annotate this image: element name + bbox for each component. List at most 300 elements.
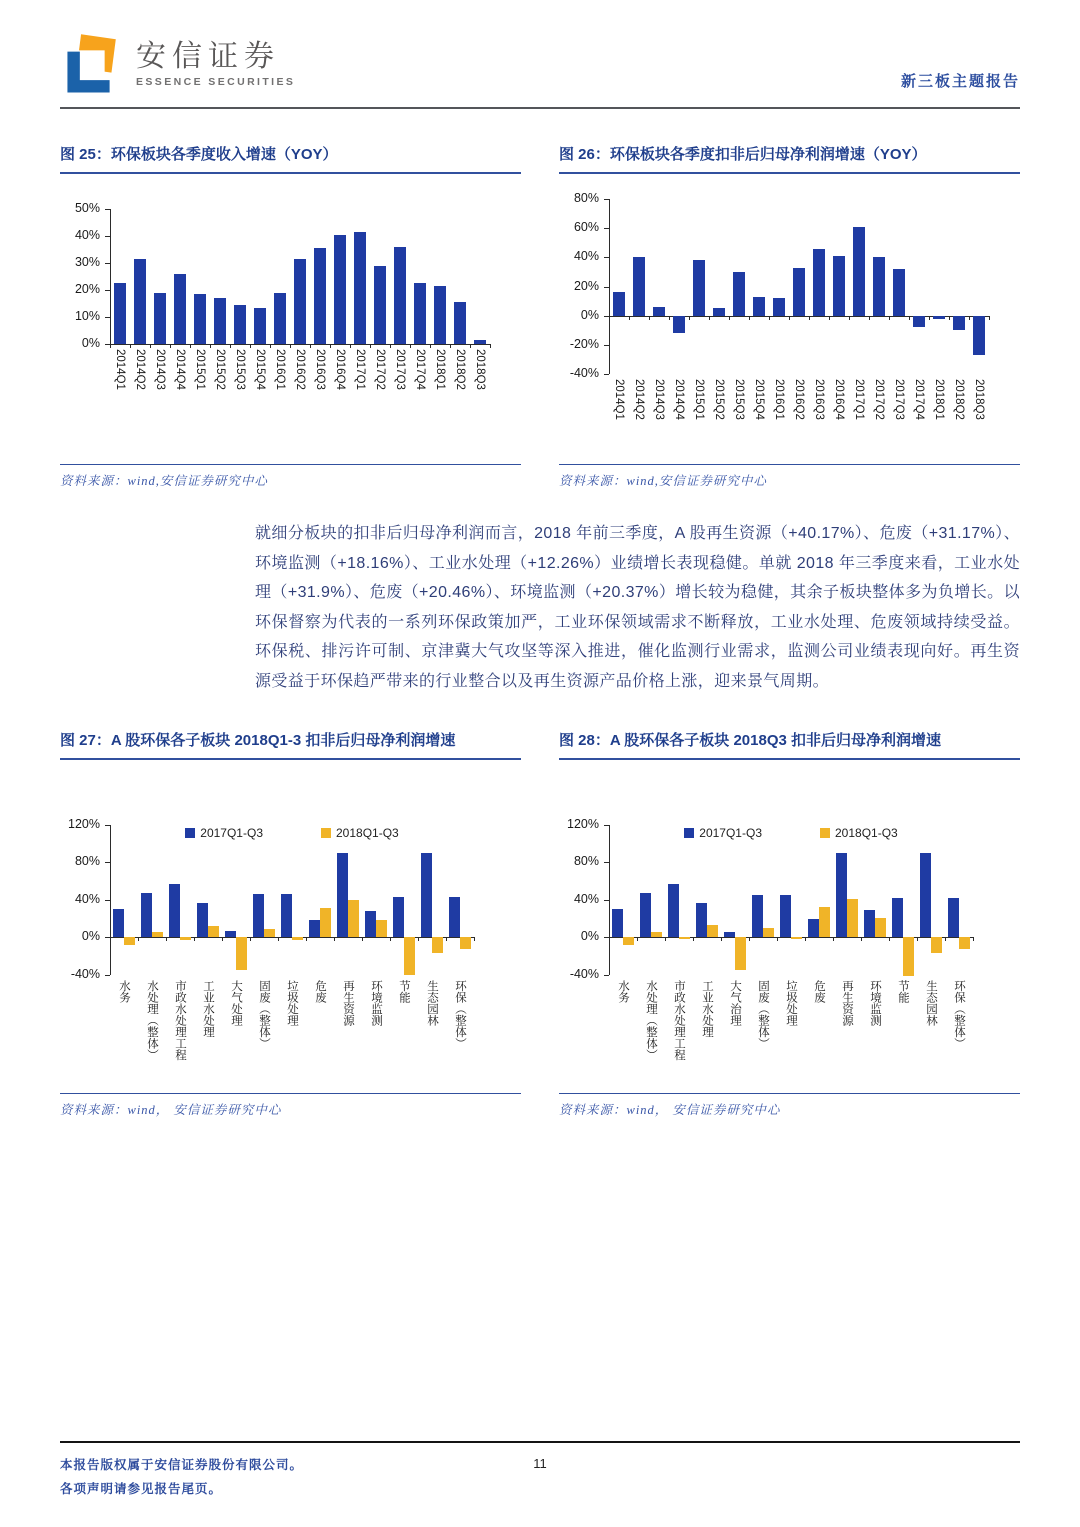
bar — [474, 340, 486, 344]
x-category — [418, 980, 446, 1090]
figure-27-source: 资料来源：wind， 安信证券研究中心 — [60, 1093, 521, 1118]
x-tick — [849, 316, 850, 320]
x-category — [805, 980, 833, 1090]
x-tick — [222, 937, 223, 941]
x-tick — [669, 316, 670, 320]
plot-area — [609, 825, 973, 975]
x-category-label: 大气治理 — [729, 979, 742, 1026]
y-tick-label: 40% — [74, 228, 100, 242]
bar — [623, 937, 634, 945]
x-category-label: 2018Q3 — [973, 379, 986, 420]
bar — [365, 911, 376, 937]
x-category — [370, 349, 390, 431]
x-category — [777, 980, 805, 1090]
x-tick — [306, 937, 307, 941]
y-tick-label: 60% — [573, 220, 599, 235]
figure-26-title: 图 26：环保板块各季度扣非后归母净利润增速（YOY） — [559, 143, 1020, 174]
footer-copyright-line: 本报告版权属于安信证券股份有限公司。 — [60, 1458, 304, 1472]
figure-26-source: 资料来源：wind,安信证券研究中心 — [559, 464, 1020, 489]
x-category-label: 2017Q2 — [873, 379, 886, 420]
y-tick-label: 120% — [567, 816, 599, 831]
bar — [773, 298, 785, 316]
bar — [281, 894, 292, 937]
bar — [393, 897, 404, 937]
legend-swatch — [820, 828, 830, 838]
legend-label: 2017Q1-Q3 — [200, 825, 263, 840]
y-tick — [105, 975, 110, 976]
x-category-label: 2014Q2 — [134, 349, 147, 390]
y-tick-label: 50% — [74, 201, 100, 215]
x-category — [789, 379, 809, 461]
x-category-label: 工业水处理 — [202, 979, 215, 1038]
bar — [404, 937, 415, 975]
x-category-label: 节能 — [398, 979, 411, 1003]
bar — [853, 227, 865, 316]
x-category-label: 2017Q4 — [414, 349, 427, 390]
x-category-label: 2016Q4 — [833, 379, 846, 420]
x-category — [969, 379, 989, 461]
x-tick — [110, 344, 111, 348]
x-tick — [889, 937, 890, 941]
x-tick — [490, 344, 491, 348]
x-category-label: 2017Q1 — [354, 349, 367, 390]
x-tick — [138, 937, 139, 941]
bar — [152, 932, 163, 937]
bar — [169, 884, 180, 937]
x-category-label: 生态园林 — [426, 979, 439, 1026]
x-category-label: 2015Q1 — [194, 349, 207, 390]
x-tick — [230, 344, 231, 348]
y-tick-label: 40% — [573, 249, 599, 264]
x-category — [749, 379, 769, 461]
y-axis-line — [110, 209, 111, 344]
bar — [134, 259, 146, 344]
bar — [294, 259, 306, 344]
bar — [873, 257, 885, 315]
x-category-label: 危废 — [813, 979, 826, 1003]
x-category — [230, 349, 250, 431]
x-category — [609, 980, 637, 1090]
x-category-label: 2016Q3 — [813, 379, 826, 420]
figure-row-2 — [60, 729, 1020, 1118]
x-category — [210, 349, 230, 431]
quarterly-net-profit-growth-chart — [559, 191, 1020, 464]
figure-25-title: 图 25：环保板块各季度收入增速（YOY） — [60, 143, 521, 174]
bar — [421, 853, 432, 937]
x-category — [470, 349, 490, 431]
legend-label: 2018Q1-Q3 — [336, 825, 399, 840]
x-category — [729, 379, 749, 461]
legend-swatch — [684, 828, 694, 838]
x-tick — [721, 937, 722, 941]
bar — [875, 918, 886, 937]
x-tick — [769, 316, 770, 320]
bar — [948, 898, 959, 937]
x-labels — [110, 349, 490, 431]
x-tick — [150, 344, 151, 348]
bar — [613, 292, 625, 315]
bar — [194, 294, 206, 344]
bar — [174, 274, 186, 344]
x-category-label: 2015Q3 — [234, 349, 247, 390]
figure-26 — [559, 143, 1020, 489]
bar — [334, 235, 346, 344]
x-category-label: 2016Q3 — [314, 349, 327, 390]
x-category — [350, 349, 370, 431]
x-category-label: 市政水处理工程 — [174, 979, 187, 1061]
x-category-label: 2018Q1 — [434, 349, 447, 390]
x-tick — [909, 316, 910, 320]
x-category-label: 环境监测 — [370, 979, 383, 1026]
y-tick-label: 0% — [580, 929, 599, 944]
bar — [903, 937, 914, 975]
x-category — [430, 349, 450, 431]
x-category-label: 2018Q2 — [953, 379, 966, 420]
x-category-label: 2017Q3 — [893, 379, 906, 420]
y-tick-label: 20% — [74, 282, 100, 296]
essence-securities-logo-icon — [60, 33, 122, 95]
x-tick — [290, 344, 291, 348]
x-category — [637, 980, 665, 1090]
y-tick-label: 10% — [74, 309, 100, 323]
x-tick — [973, 937, 974, 941]
x-category-label: 2016Q2 — [294, 349, 307, 390]
figure-25-head — [60, 143, 521, 181]
x-category — [929, 379, 949, 461]
x-tick — [470, 344, 471, 348]
x-category-label: 工业水处理 — [701, 979, 714, 1038]
y-axis-line — [609, 825, 610, 975]
brand-name-cn: 安信证券 — [136, 40, 280, 73]
header — [60, 33, 1020, 109]
brand-logo — [60, 33, 295, 95]
x-category-label: 垃圾处理 — [286, 979, 299, 1026]
y-tick-label: 0% — [81, 336, 100, 350]
bar — [808, 919, 819, 937]
bar — [651, 932, 662, 937]
x-category — [669, 379, 689, 461]
x-category — [945, 980, 973, 1090]
x-category-label: 2017Q2 — [374, 349, 387, 390]
x-tick — [637, 937, 638, 941]
bar — [214, 298, 226, 344]
report-type-label: 新三板主题报告 — [900, 73, 1020, 90]
x-tick — [334, 937, 335, 941]
x-tick — [869, 316, 870, 320]
bar — [753, 297, 765, 316]
x-tick — [709, 316, 710, 320]
x-tick — [166, 937, 167, 941]
x-tick — [450, 344, 451, 348]
bar — [460, 937, 471, 949]
x-category-label: 市政水处理工程 — [673, 979, 686, 1061]
bar — [314, 248, 326, 344]
x-category-label: 2017Q3 — [394, 349, 407, 390]
y-tick — [604, 374, 609, 375]
x-category — [721, 980, 749, 1090]
x-category-label: 2014Q3 — [653, 379, 666, 420]
x-tick — [929, 316, 930, 320]
y-tick-label: -40% — [569, 966, 599, 981]
x-category-label: 危废 — [314, 979, 327, 1003]
x-tick — [418, 937, 419, 941]
x-tick — [130, 344, 131, 348]
brand-name-en: ESSENCE SECURITIES — [136, 76, 296, 88]
bar — [309, 920, 320, 937]
x-tick — [829, 316, 830, 320]
y-axis-line — [110, 825, 111, 975]
x-tick — [390, 937, 391, 941]
y-tick-label: 80% — [74, 854, 100, 869]
x-category-label: 固废（整体） — [258, 979, 271, 1049]
bar — [673, 316, 685, 334]
x-category — [889, 980, 917, 1090]
x-tick — [278, 937, 279, 941]
x-category — [889, 379, 909, 461]
body-paragraph: 就细分板块的扣非后归母净利润而言，2018 年前三季度，A 股再生资源（+40.17%）、危废（+31.17%）、环境监测（+18.16%）、工业水处理（+12.26%）业绩增长表现稳健。单就 2018 年三季度来看，工业水处理（+31.9%）、危废（+20.46%）、环境监测（+20.37%）增长较为稳健，其余子板块整体多为负增长。以环保督察为代表的一系列环保政策加严，工业环保领域需求不断释放，工业水处理、危废领域持续受益。环保税、排污许可制、京津冀大气攻坚等深入推进，催化监测行业需求，监测公司业绩表现向好。再生资源受益于环保趋严带来的行业整合以及再生资源产品价格上涨，迎来景气周期。 — [255, 525, 1020, 690]
x-tick — [350, 344, 351, 348]
x-category — [166, 980, 194, 1090]
plot-area — [110, 209, 490, 344]
x-tick — [270, 344, 271, 348]
x-tick — [777, 937, 778, 941]
x-labels — [609, 980, 973, 1090]
y-tick-label: 40% — [573, 891, 599, 906]
x-category-label: 水务 — [118, 979, 131, 1003]
x-category-label: 生态园林 — [925, 979, 938, 1026]
figure-27-title: 图 27：A 股环保各子板块 2018Q1-3 扣非后归母净利润增速 — [60, 729, 521, 760]
legend-label: 2017Q1-Q3 — [699, 825, 762, 840]
bar — [959, 937, 970, 949]
bar — [973, 316, 985, 355]
x-category — [290, 349, 310, 431]
bar — [633, 257, 645, 315]
x-category-label: 2015Q2 — [214, 349, 227, 390]
bar — [640, 893, 651, 937]
x-category — [693, 980, 721, 1090]
brand-text — [136, 40, 295, 88]
x-tick — [629, 316, 630, 320]
bar — [668, 884, 679, 937]
y-tick-label: 120% — [68, 816, 100, 831]
x-category-label: 2016Q1 — [274, 349, 287, 390]
x-tick — [789, 316, 790, 320]
y-tick-label: 0% — [81, 929, 100, 944]
x-category — [110, 349, 130, 431]
bar — [225, 931, 236, 937]
bar — [432, 937, 443, 953]
bar — [735, 937, 746, 970]
x-category — [390, 349, 410, 431]
x-category-label: 2015Q4 — [753, 379, 766, 420]
x-category — [949, 379, 969, 461]
y-tick-label: -20% — [569, 336, 599, 351]
x-category — [150, 349, 170, 431]
y-tick-label: 30% — [74, 255, 100, 269]
bar — [414, 283, 426, 344]
x-tick — [609, 316, 610, 320]
x-category-label: 2016Q2 — [793, 379, 806, 420]
legend-item — [820, 826, 898, 840]
x-category — [250, 980, 278, 1090]
x-category-label: 2017Q1 — [853, 379, 866, 420]
bar — [254, 308, 266, 344]
x-tick — [945, 937, 946, 941]
bar — [141, 893, 152, 937]
x-category-label: 2015Q3 — [733, 379, 746, 420]
x-category — [310, 349, 330, 431]
x-tick — [310, 344, 311, 348]
bar — [819, 907, 830, 937]
bar — [833, 256, 845, 316]
bar — [893, 269, 905, 316]
x-category-label: 2017Q4 — [913, 379, 926, 420]
x-tick — [809, 316, 810, 320]
bar — [763, 928, 774, 937]
legend-swatch — [185, 828, 195, 838]
x-category — [829, 379, 849, 461]
legend-swatch — [321, 828, 331, 838]
bar — [864, 910, 875, 937]
figure-26-head — [559, 143, 1020, 181]
quarterly-revenue-growth-chart — [60, 195, 521, 434]
y-tick-label: -40% — [569, 366, 599, 380]
bar — [752, 895, 763, 937]
x-category — [270, 349, 290, 431]
legend-item — [321, 826, 399, 840]
x-category — [869, 379, 889, 461]
bar — [953, 316, 965, 331]
x-category — [190, 349, 210, 431]
x-category-label: 2014Q4 — [174, 349, 187, 390]
y-tick-label: 20% — [573, 278, 599, 293]
figure-row-1 — [60, 143, 1020, 489]
bar — [707, 925, 718, 937]
figure-28-head — [559, 729, 1020, 809]
figure-28 — [559, 729, 1020, 1118]
x-category — [306, 980, 334, 1090]
subsector-q1-3-profit-growth-chart — [60, 816, 521, 1093]
bar — [234, 305, 246, 344]
x-tick — [969, 316, 970, 320]
x-category-label: 2015Q4 — [254, 349, 267, 390]
x-category-label: 固废（整体） — [757, 979, 770, 1049]
x-category — [450, 349, 470, 431]
x-category-label: 2014Q3 — [154, 349, 167, 390]
x-tick — [190, 344, 191, 348]
x-category-label: 环境监测 — [869, 979, 882, 1026]
x-category — [909, 379, 929, 461]
x-tick — [729, 316, 730, 320]
x-category — [110, 980, 138, 1090]
page-content — [0, 143, 1080, 1118]
x-category — [609, 379, 629, 461]
x-category-label: 水处理（整体） — [645, 979, 658, 1061]
bar — [236, 937, 247, 970]
x-category — [709, 379, 729, 461]
x-tick — [362, 937, 363, 941]
x-category-label: 再生资源 — [841, 979, 854, 1026]
bar — [114, 283, 126, 344]
x-tick — [250, 344, 251, 348]
bar — [713, 308, 725, 316]
figure-27-head — [60, 729, 521, 809]
legend-item — [684, 826, 762, 840]
x-labels — [609, 379, 989, 461]
bar — [154, 293, 166, 344]
x-category — [749, 980, 777, 1090]
x-category — [330, 349, 350, 431]
x-axis-line — [110, 344, 490, 345]
x-category-label: 环保（整体） — [953, 979, 966, 1049]
x-tick — [665, 937, 666, 941]
figure-27 — [60, 729, 521, 1118]
x-category-label: 大气处理 — [230, 979, 243, 1026]
x-tick — [693, 937, 694, 941]
x-tick — [949, 316, 950, 320]
bar — [124, 937, 135, 945]
x-tick — [889, 316, 890, 320]
legend — [110, 826, 474, 840]
x-category-label: 水务 — [617, 979, 630, 1003]
bar — [376, 920, 387, 937]
y-tick-label: 0% — [580, 307, 599, 322]
x-category — [649, 379, 669, 461]
footer — [60, 1441, 1020, 1502]
legend — [609, 826, 973, 840]
x-category — [689, 379, 709, 461]
legend-label: 2018Q1-Q3 — [835, 825, 898, 840]
bar — [913, 316, 925, 328]
bar — [394, 247, 406, 344]
bar — [354, 232, 366, 344]
x-tick — [989, 316, 990, 320]
y-tick-label: -40% — [70, 966, 100, 981]
x-tick — [805, 937, 806, 941]
bar — [180, 937, 191, 940]
x-category-label: 2015Q1 — [693, 379, 706, 420]
bar — [113, 909, 124, 937]
y-tick-label: 80% — [573, 854, 599, 869]
x-category-label: 2014Q2 — [633, 379, 646, 420]
bar — [693, 260, 705, 315]
x-category — [138, 980, 166, 1090]
x-category-label: 2018Q3 — [474, 349, 487, 390]
bar — [931, 937, 942, 953]
x-tick — [330, 344, 331, 348]
x-category-label: 环保（整体） — [454, 979, 467, 1049]
y-axis-line — [609, 199, 610, 374]
x-category — [250, 349, 270, 431]
bar — [612, 909, 623, 937]
x-category — [278, 980, 306, 1090]
x-tick — [250, 937, 251, 941]
bar — [274, 293, 286, 344]
bar — [793, 268, 805, 316]
bar — [374, 266, 386, 344]
x-category-label: 2014Q1 — [613, 379, 626, 420]
x-tick — [110, 937, 111, 941]
bar — [653, 307, 665, 316]
x-category — [446, 980, 474, 1090]
x-category — [769, 379, 789, 461]
x-tick — [430, 344, 431, 348]
y-tick — [604, 975, 609, 976]
x-category-label: 2014Q4 — [673, 379, 686, 420]
x-category-label: 2015Q2 — [713, 379, 726, 420]
x-category — [861, 980, 889, 1090]
bar — [780, 895, 791, 937]
